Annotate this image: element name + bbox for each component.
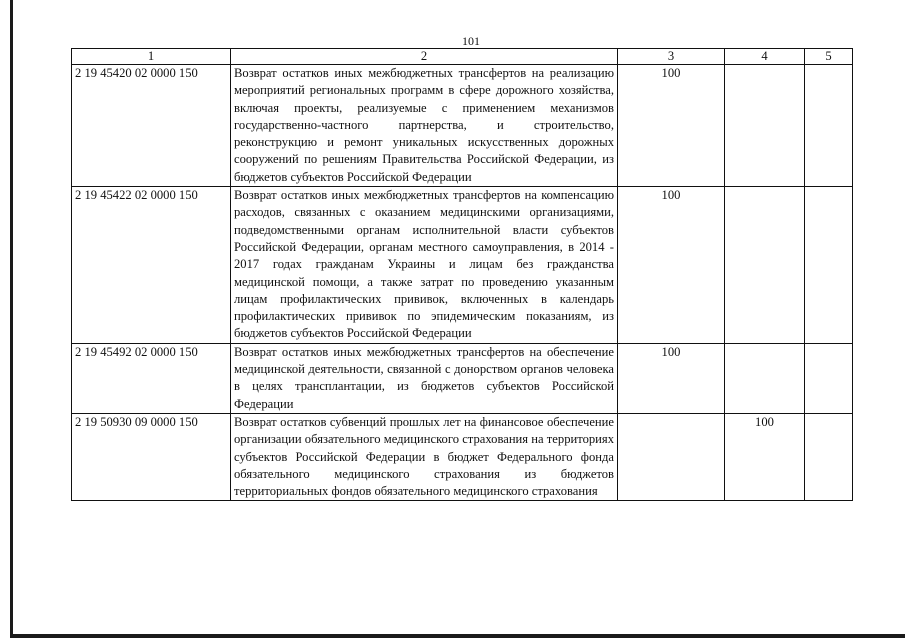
table-row xyxy=(72,187,853,344)
col5-value xyxy=(805,343,853,413)
col4-value xyxy=(725,343,805,413)
row-description: Возврат остатков иных межбюджетных трансфертов на обеспечение медицинской деятельности, связанной с донорством органов человека в целях трансплантации, из бюджетов субъектов Российской Федерации xyxy=(231,343,618,413)
col5-value xyxy=(805,413,853,500)
col4-value xyxy=(725,65,805,187)
col3-value: 100 xyxy=(618,65,725,187)
budget-code: 2 19 45492 02 0000 150 xyxy=(72,343,231,413)
scan-border-bottom xyxy=(10,634,905,638)
budget-code: 2 19 45420 02 0000 150 xyxy=(72,65,231,187)
row-description: Возврат остатков иных межбюджетных трансфертов на реализацию мероприятий региональных программ в сфере дорожного хозяйства, включая проекты, реализуемые с применением механизмов государственно-частного партнерства, и строительство, реконструкцию и ремонт уникальных искусственных дорожных сооружений по решениям Правительства Российской Федерации, из бюджетов субъектов Российской Федерации xyxy=(231,65,618,187)
column-header-5: 5 xyxy=(805,49,853,65)
column-header-4: 4 xyxy=(725,49,805,65)
scan-border-left xyxy=(10,0,13,636)
budget-code: 2 19 45422 02 0000 150 xyxy=(72,187,231,344)
col5-value xyxy=(805,187,853,344)
col3-value xyxy=(618,413,725,500)
table-row xyxy=(72,413,853,500)
budget-code: 2 19 50930 09 0000 150 xyxy=(72,413,231,500)
col4-value xyxy=(725,187,805,344)
column-header-3: 3 xyxy=(618,49,725,65)
budget-table xyxy=(71,48,853,501)
col3-value: 100 xyxy=(618,187,725,344)
col3-value: 100 xyxy=(618,343,725,413)
page-number: 101 xyxy=(462,34,480,48)
table-row xyxy=(72,343,853,413)
table-header-row xyxy=(72,49,853,65)
row-description: Возврат остатков субвенций прошлых лет на финансовое обеспечение организации обязательного медицинского страхования на территориях субъектов Российской Федерации в бюджет Федерального фонда обязательного медицинского страхования из бюджетов территориальных фондов обязательного медицинского страхования xyxy=(231,413,618,500)
column-header-2: 2 xyxy=(231,49,618,65)
column-header-1: 1 xyxy=(72,49,231,65)
row-description: Возврат остатков иных межбюджетных трансфертов на компенсацию расходов, связанных с оказанием медицинскими организациями, подведомственными органам исполнительной власти субъектов Российской Федерации, органам местного самоуправления, в 2014 - 2017 годах гражданам Украины и лицам без гражданства медицинской помощи, а также затрат по проведению указанным лицам профилактических прививок, включенных в календарь профилактических прививок по эпидемическим показаниям, из бюджетов субъектов Российской Федерации xyxy=(231,187,618,344)
col5-value xyxy=(805,65,853,187)
table-row xyxy=(72,65,853,187)
col4-value: 100 xyxy=(725,413,805,500)
